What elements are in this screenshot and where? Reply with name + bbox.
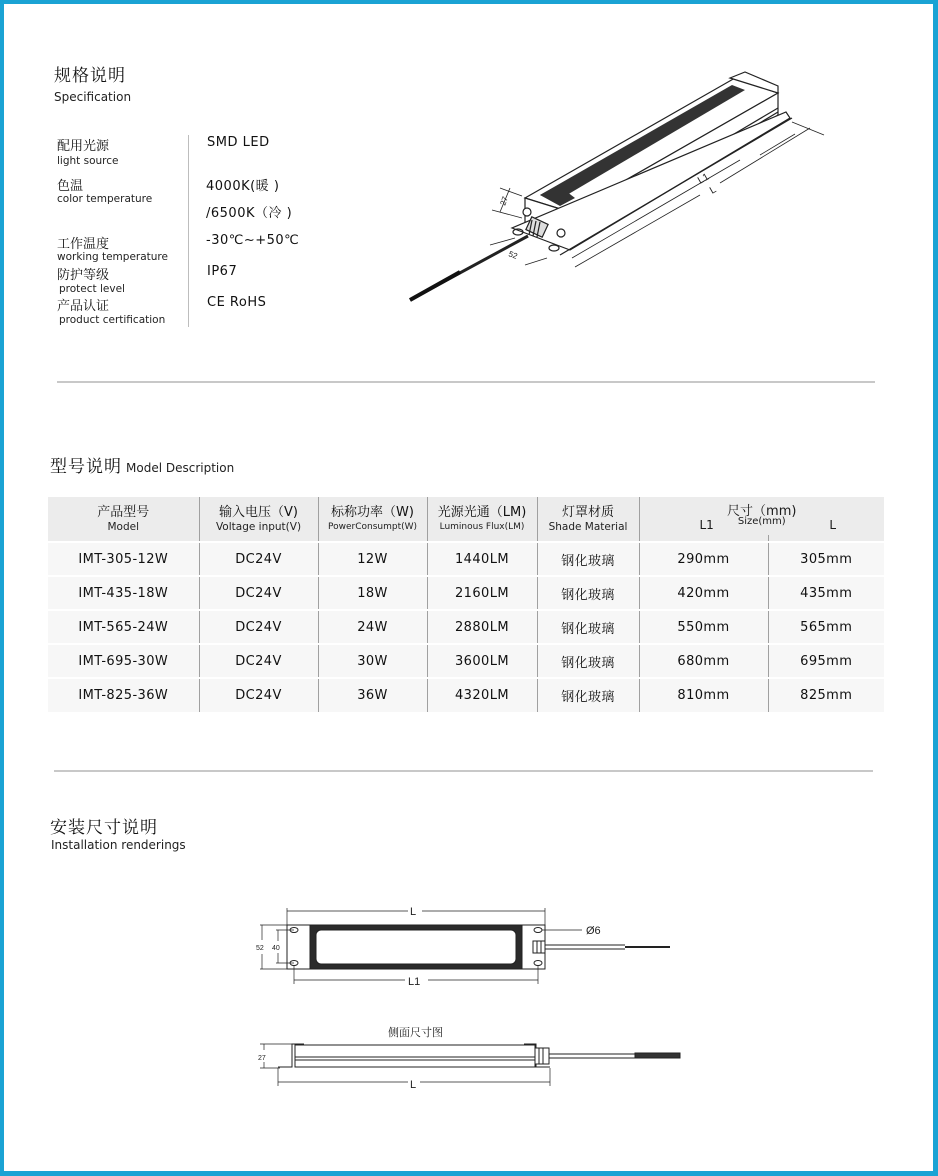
spec-label-certification-en: product certification (59, 314, 166, 326)
side-view-label-l: L (410, 1079, 417, 1091)
top-view-label-l1: L1 (408, 976, 421, 988)
cell-power: 24W (318, 610, 427, 644)
side-view-caption: 侧面尺寸图 (388, 1026, 443, 1039)
cell-voltage: DC24V (199, 542, 318, 576)
cell-model: IMT-825-36W (48, 678, 199, 712)
installation-side-view-drawing (240, 1020, 700, 1100)
table-row (48, 610, 884, 644)
cell-model: IMT-565-24W (48, 610, 199, 644)
spec-value-color-temp-warm: 4000K(暖 ) (206, 179, 280, 194)
cell-voltage: DC24V (199, 610, 318, 644)
section-divider-2 (54, 770, 873, 772)
header-size-split (768, 535, 769, 541)
cell-l1: 290mm (639, 542, 768, 576)
cell-l1: 420mm (639, 576, 768, 610)
spec-value-certification: CE RoHS (207, 295, 267, 310)
table-header-row (48, 497, 884, 542)
header-size-en: Size(mm) (737, 516, 786, 527)
cell-power: 12W (318, 542, 427, 576)
spec-label-light-source-en: light source (57, 155, 119, 167)
cell-l: 695mm (768, 644, 884, 678)
spec-vertical-divider (188, 135, 189, 327)
cell-l1: 550mm (639, 610, 768, 644)
header-power: 标称功率（W) PowerConsumpt(W) (318, 497, 427, 542)
spec-label-color-temp-cn: 色温 (57, 179, 84, 194)
install-title-cn: 安装尺寸说明 (50, 818, 158, 838)
cell-model: IMT-435-18W (48, 576, 199, 610)
section-divider-1 (57, 381, 875, 383)
spec-title-en: Specification (54, 90, 132, 104)
spec-label-color-temp-en: color temperature (57, 193, 153, 205)
cell-material: 钢化玻璃 (537, 576, 639, 610)
side-view-label-27: 27 (258, 1055, 266, 1062)
cell-l1: 680mm (639, 644, 768, 678)
table-row (48, 576, 884, 610)
model-title-en: Model Description (126, 461, 235, 475)
spec-value-working-temp: -30℃~+50℃ (206, 233, 300, 248)
spec-label-protect-level-cn: 防护等级 (57, 268, 110, 283)
cell-power: 36W (318, 678, 427, 712)
cell-power: 18W (318, 576, 427, 610)
spec-label-protect-level-en: protect level (59, 283, 125, 295)
top-view-label-52: 52 (256, 945, 264, 952)
cell-material: 钢化玻璃 (537, 610, 639, 644)
cell-l: 435mm (768, 576, 884, 610)
spec-value-protect-level: IP67 (207, 264, 238, 279)
table-row (48, 678, 884, 712)
iso-label-width: 52 (507, 249, 519, 261)
model-section-heading (50, 452, 234, 477)
product-isometric-drawing (400, 60, 840, 320)
top-view-label-hole: Ø6 (586, 925, 601, 937)
iso-label-l1: L1 (696, 171, 712, 187)
cell-l: 305mm (768, 542, 884, 576)
header-voltage: 输入电压（V) Voltage input(V) (199, 497, 318, 542)
header-material: 灯罩材质 Shade Material (537, 497, 639, 542)
header-size-cn: 尺寸（mm) (727, 504, 797, 519)
cell-l: 825mm (768, 678, 884, 712)
model-table (48, 497, 884, 712)
spec-value-light-source: SMD LED (207, 135, 270, 150)
cell-power: 30W (318, 644, 427, 678)
header-flux: 光源光通（LM) Luminous Flux(LM) (427, 497, 537, 542)
cell-flux: 4320LM (427, 678, 537, 712)
header-size (639, 497, 884, 542)
cell-flux: 1440LM (427, 542, 537, 576)
install-title-en: Installation renderings (51, 838, 186, 852)
cell-material: 钢化玻璃 (537, 542, 639, 576)
header-size-l: L (829, 518, 836, 532)
cell-flux: 3600LM (427, 644, 537, 678)
cell-model: IMT-305-12W (48, 542, 199, 576)
header-model: 产品型号 Model (48, 497, 199, 542)
cell-l: 565mm (768, 610, 884, 644)
spec-label-working-temp-en: working temperature (57, 251, 168, 263)
cell-material: 钢化玻璃 (537, 678, 639, 712)
table-row (48, 542, 884, 576)
cell-flux: 2880LM (427, 610, 537, 644)
spec-label-light-source-cn: 配用光源 (57, 139, 110, 154)
cell-flux: 2160LM (427, 576, 537, 610)
header-size-l1: L1 (699, 518, 714, 532)
iso-label-l: L (708, 184, 719, 197)
spec-label-certification-cn: 产品认证 (57, 299, 110, 314)
installation-top-view-drawing (240, 890, 690, 1000)
top-view-label-l: L (410, 906, 417, 918)
iso-label-height: 27 (498, 195, 510, 207)
cell-material: 钢化玻璃 (537, 644, 639, 678)
cell-voltage: DC24V (199, 644, 318, 678)
cell-voltage: DC24V (199, 678, 318, 712)
spec-label-working-temp-cn: 工作温度 (57, 237, 110, 252)
spec-title-cn: 规格说明 (54, 66, 126, 86)
model-title-cn: 型号说明 (50, 457, 122, 477)
table-row (48, 644, 884, 678)
spec-value-color-temp-cool: /6500K（冷 ) (206, 206, 293, 221)
cell-l1: 810mm (639, 678, 768, 712)
cell-model: IMT-695-30W (48, 644, 199, 678)
cell-voltage: DC24V (199, 576, 318, 610)
top-view-label-40: 40 (272, 945, 280, 952)
